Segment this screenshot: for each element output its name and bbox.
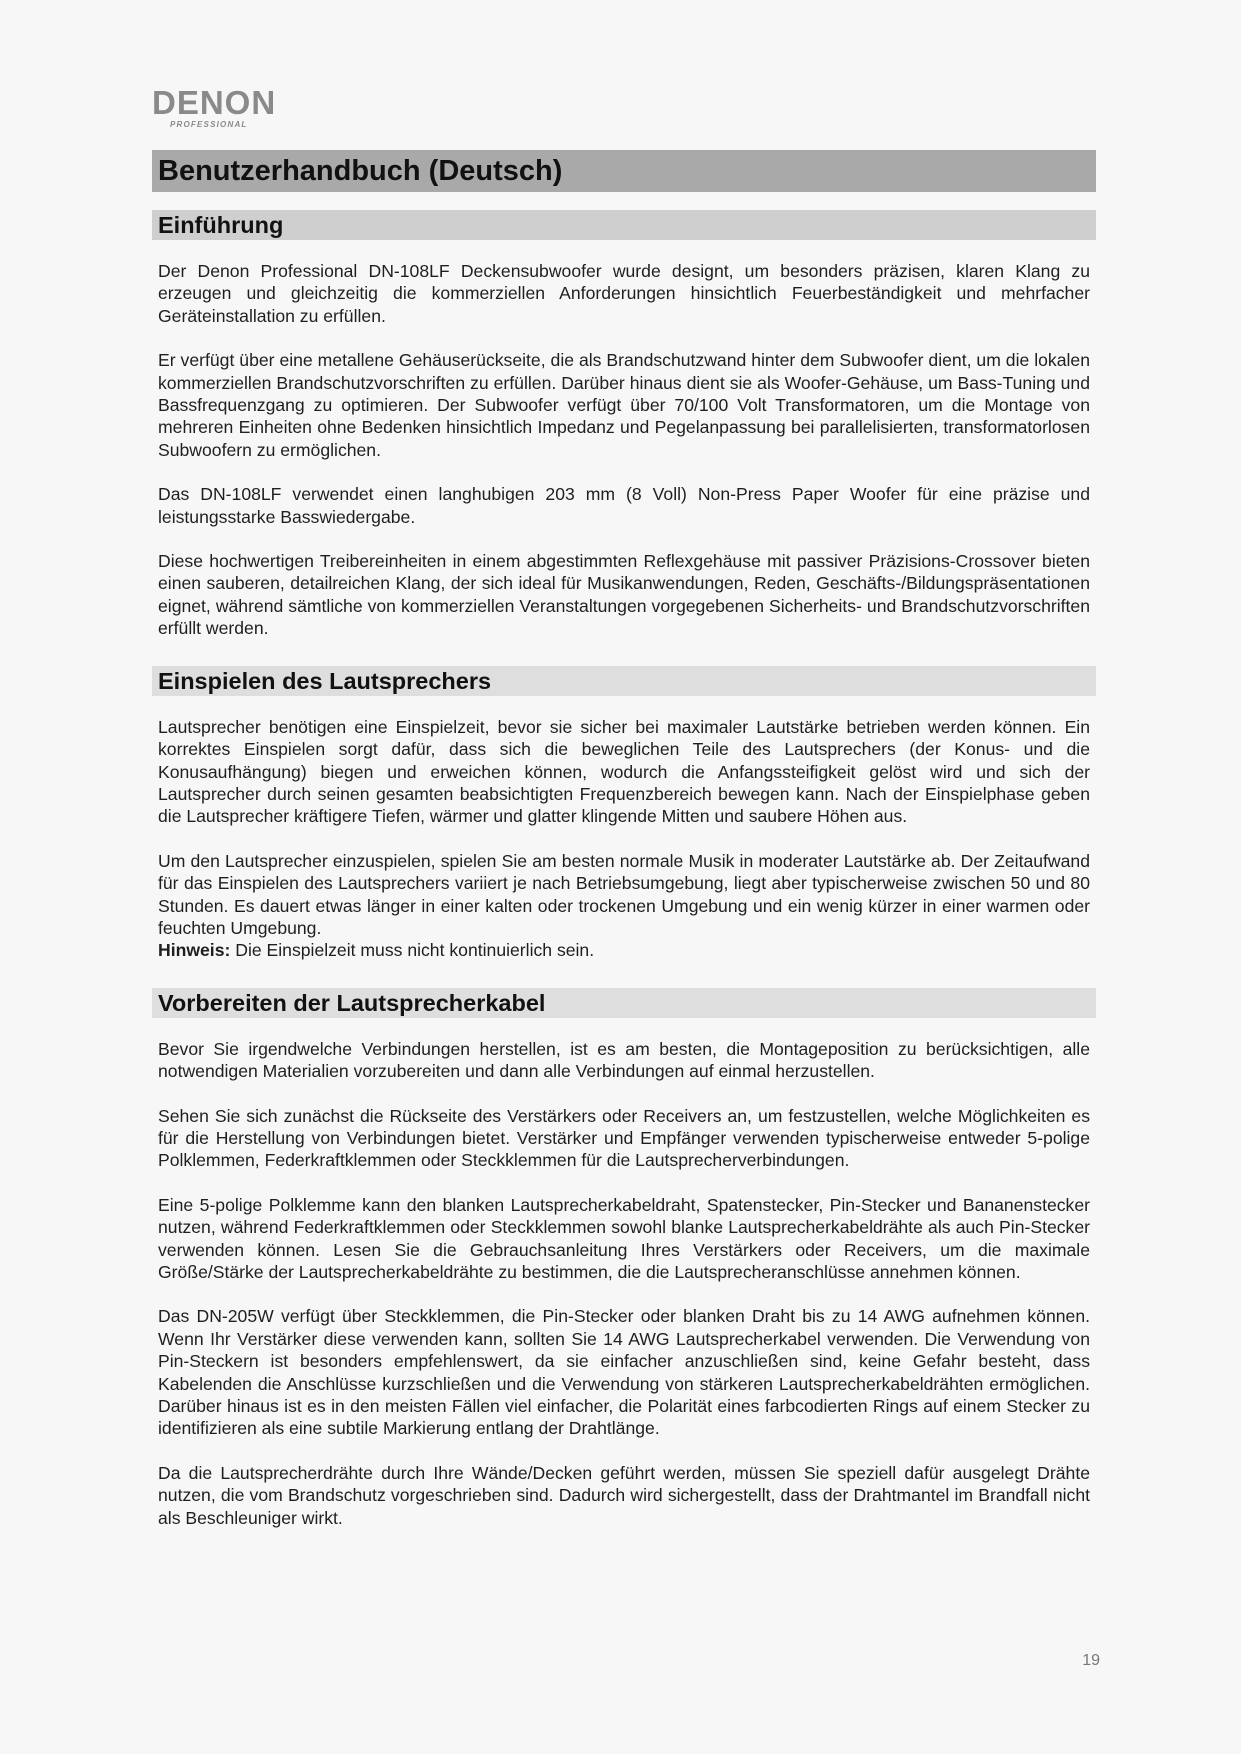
paragraph: Er verfügt über eine metallene Gehäuserückseite, die als Brandschutzwand hinter dem Subwoofer dient, um die lokalen kommerziellen Brandschutzvorschriften zu erfüllen. Darüber hinaus dient sie als Woofer-Gehäuse, um Bass-Tuning und Bassfrequenzgang zu optimieren. Der Subwoofer verfügt über 70/100 Volt Transformatoren, um die Montage von mehreren Einheiten ohne Bedenken hinsichtlich Impedanz und Pegelanpassung bei parallelisierten, transformatorlosen Subwoofern zu ermöglichen.: [158, 350, 1090, 460]
denon-logo-icon: [152, 84, 277, 130]
paragraph: Bevor Sie irgendwelche Verbindungen herstellen, ist es am besten, die Montageposition zu berücksichtigen, alle notwendigen Materialien vorzubereiten und dann alle Verbindungen auf einmal herzustellen.: [158, 1038, 1090, 1082]
section-heading-lautsprecherkabel: Vorbereiten der Lautsprecherkabel: [152, 988, 1096, 1018]
logo-sub-text: PROFESSIONAL: [170, 120, 248, 129]
paragraph: Diese hochwertigen Treibereinheiten in einem abgestimmten Reflexgehäuse mit passiver Präzisions-Crossover bieten einen sauberen, detailreichen Klang, der sich ideal für Musikanwendungen, Reden, Geschäfts-/Bildungspräsentationen eignet, während sämtliche von kommerziellen Veranstaltungen vorgegebenen Sicherheits- und Brandschutzvorschriften erfüllt werden.: [158, 551, 1090, 639]
denon-professional-logo: [152, 84, 277, 130]
note-text: Die Einspielzeit muss nicht kontinuierlich sein.: [230, 940, 595, 961]
section-heading-einfuehrung: Einführung: [152, 210, 1096, 240]
paragraph: Da die Lautsprecherdrähte durch Ihre Wände/Decken geführt werden, müssen Sie speziell dafür ausgelegt Drähte nutzen, die vom Brandschutz vorgeschrieben sind. Dadurch wird sichergestellt, dass der Drahtmantel im Brandfall nicht als Beschleuniger wirkt.: [158, 1462, 1090, 1528]
paragraph: Lautsprecher benötigen eine Einspielzeit, bevor sie sicher bei maximaler Lautstärke betrieben werden können. Ein korrektes Einspielen sorgt dafür, dass sich die beweglichen Teile des Lautsprechers (der Konus- und die Konusaufhängung) biegen und erweichen können, wodurch die Anfangssteifigkeit gelöst wird und sich der Lautsprecher durch seinen gesamten beabsichtigten Frequenzbereich bewegen kann. Nach der Einspielphase geben die Lautsprecher kräftigere Tiefen, wärmer und glatter klingende Mitten und saubere Höhen aus.: [158, 716, 1090, 827]
logo-brand-text: DENON: [152, 84, 277, 121]
paragraph: Um den Lautsprecher einzuspielen, spielen Sie am besten normale Musik in moderater Lautstärke ab. Der Zeitaufwand für das Einspielen des Lautsprechers variiert je nach Betriebsumgebung, liegt aber typischerweise zwischen 50 und 80 Stunden. Es dauert etwas länger in einer kalten oder trockenen Umgebung und ein wenig kürzer in einer warmen oder feuchten Umgebung.: [158, 850, 1090, 938]
note-paragraph: [152, 939, 1096, 961]
section-heading-einspielen: Einspielen des Lautsprechers: [152, 666, 1096, 696]
paragraph: Sehen Sie sich zunächst die Rückseite des Verstärkers oder Receivers an, um festzustellen, welche Möglichkeiten es für die Herstellung von Verbindungen bietet. Verstärker und Empfänger verwenden typischerweise entweder 5-polige Polklemmen, Federkraftklemmen oder Steckklemmen für die Lautsprecherverbindungen.: [158, 1105, 1090, 1171]
paragraph: Eine 5-polige Polklemme kann den blanken Lautsprecherkabeldraht, Spatenstecker, Pin-Stecker und Bananenstecker nutzen, während Federkraftklemmen oder Steckklemmen sowohl blanke Lautsprecherkabeldrähte als auch Pin-Stecker verwenden können. Lesen Sie die Gebrauchsanleitung Ihres Verstärkers oder Receivers, um die maximale Größe/Stärke der Lautsprecherkabeldrähte zu bestimmen, die die Lautsprecheranschlüsse annehmen können.: [158, 1194, 1090, 1282]
document-title: Benutzerhandbuch (Deutsch): [152, 150, 1096, 192]
note-label: Hinweis:: [158, 940, 231, 961]
paragraph: Das DN-205W verfügt über Steckklemmen, die Pin-Stecker oder blanken Draht bis zu 14 AWG aufnehmen können. Wenn Ihr Verstärker diese verwenden kann, sollten Sie 14 AWG Lautsprecherkabel verwenden. Die Verwendung von Pin-Steckern ist besonders empfehlenswert, da sie einfacher anzuschließen sind, keine Gefahr besteht, dass Kabelenden die Anschlüsse kurzschließen und die Verwendung von stärkeren Lautsprecherkabeldrähten ermöglichen. Darüber hinaus ist es in den meisten Fällen viel einfacher, die Polarität eines farbcodierten Rings auf einem Stecker zu identifizieren als eine subtile Markierung entlang der Drahtlänge.: [158, 1306, 1090, 1439]
page-number: 19: [1082, 1652, 1100, 1669]
paragraph: Das DN-108LF verwendet einen langhubigen 203 mm (8 Voll) Non-Press Paper Woofer für eine präzise und leistungsstarke Basswiedergabe.: [158, 484, 1090, 527]
page-content: [152, 150, 1096, 1529]
paragraph: Der Denon Professional DN-108LF Deckensubwoofer wurde designt, um besonders präzisen, klaren Klang zu erzeugen und gleichzeitig die kommerziellen Anforderungen hinsichtlich Feuerbeständigkeit und mehrfacher Geräteinstallation zu erfüllen.: [158, 261, 1090, 326]
